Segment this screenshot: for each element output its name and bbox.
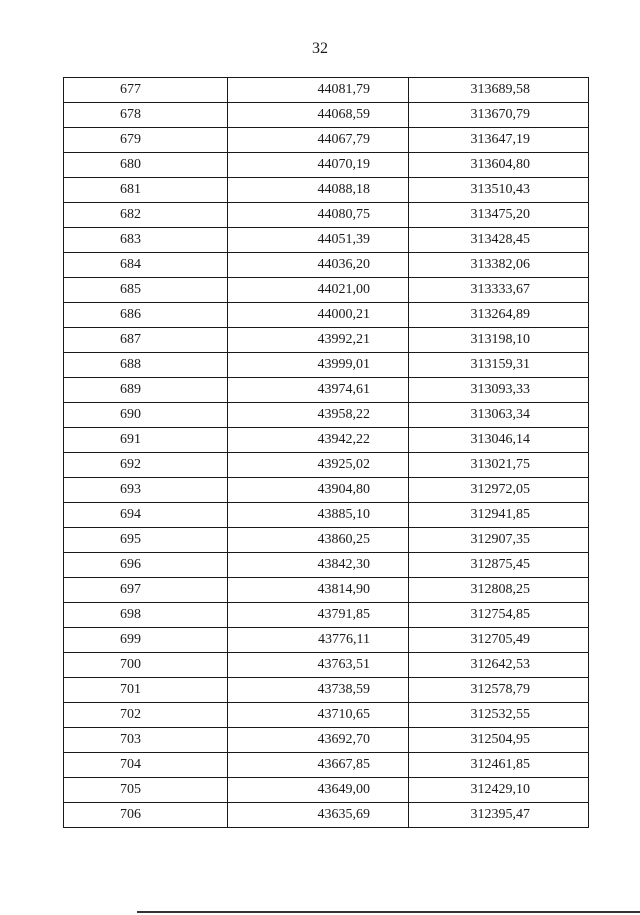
table-row <box>64 603 589 628</box>
x-coordinate-cell: 44088,18 <box>228 178 409 203</box>
x-coordinate-cell: 43710,65 <box>228 703 409 728</box>
x-coordinate-cell: 43776,11 <box>228 628 409 653</box>
x-coordinate-cell: 43958,22 <box>228 403 409 428</box>
y-coordinate-cell: 312578,79 <box>409 678 589 703</box>
point-number-cell: 693 <box>64 478 228 503</box>
x-coordinate-cell: 44080,75 <box>228 203 409 228</box>
y-coordinate-cell: 313670,79 <box>409 103 589 128</box>
y-coordinate-cell: 313063,34 <box>409 403 589 428</box>
point-number-cell: 705 <box>64 778 228 803</box>
x-coordinate-cell: 44036,20 <box>228 253 409 278</box>
y-coordinate-cell: 312808,25 <box>409 578 589 603</box>
table-row <box>64 728 589 753</box>
y-coordinate-cell: 313604,80 <box>409 153 589 178</box>
bottom-rule <box>137 911 640 913</box>
point-number-cell: 686 <box>64 303 228 328</box>
y-coordinate-cell: 313475,20 <box>409 203 589 228</box>
y-coordinate-cell: 313046,14 <box>409 428 589 453</box>
x-coordinate-cell: 43974,61 <box>228 378 409 403</box>
table-row <box>64 278 589 303</box>
x-coordinate-cell: 44021,00 <box>228 278 409 303</box>
y-coordinate-cell: 312642,53 <box>409 653 589 678</box>
table-row <box>64 103 589 128</box>
y-coordinate-cell: 313382,06 <box>409 253 589 278</box>
table-row <box>64 778 589 803</box>
x-coordinate-cell: 44081,79 <box>228 78 409 103</box>
table-row <box>64 428 589 453</box>
y-coordinate-cell: 312504,95 <box>409 728 589 753</box>
point-number-cell: 690 <box>64 403 228 428</box>
x-coordinate-cell: 43904,80 <box>228 478 409 503</box>
table-row <box>64 528 589 553</box>
table-row <box>64 578 589 603</box>
y-coordinate-cell: 312461,85 <box>409 753 589 778</box>
point-number-cell: 677 <box>64 78 228 103</box>
point-number-cell: 679 <box>64 128 228 153</box>
y-coordinate-cell: 313428,45 <box>409 228 589 253</box>
table-row <box>64 353 589 378</box>
point-number-cell: 703 <box>64 728 228 753</box>
point-number-cell: 685 <box>64 278 228 303</box>
point-number-cell: 698 <box>64 603 228 628</box>
point-number-cell: 699 <box>64 628 228 653</box>
x-coordinate-cell: 43791,85 <box>228 603 409 628</box>
table-row <box>64 453 589 478</box>
y-coordinate-cell: 312972,05 <box>409 478 589 503</box>
x-coordinate-cell: 44070,19 <box>228 153 409 178</box>
table-row <box>64 253 589 278</box>
y-coordinate-cell: 313647,19 <box>409 128 589 153</box>
point-number-cell: 706 <box>64 803 228 828</box>
y-coordinate-cell: 313510,43 <box>409 178 589 203</box>
table-row <box>64 553 589 578</box>
table-row <box>64 403 589 428</box>
table-row <box>64 78 589 103</box>
y-coordinate-cell: 312705,49 <box>409 628 589 653</box>
x-coordinate-cell: 43925,02 <box>228 453 409 478</box>
x-coordinate-cell: 43942,22 <box>228 428 409 453</box>
x-coordinate-cell: 43667,85 <box>228 753 409 778</box>
y-coordinate-cell: 313198,10 <box>409 328 589 353</box>
x-coordinate-cell: 43860,25 <box>228 528 409 553</box>
table-row <box>64 803 589 828</box>
point-number-cell: 687 <box>64 328 228 353</box>
x-coordinate-cell: 43814,90 <box>228 578 409 603</box>
table-row <box>64 753 589 778</box>
x-coordinate-cell: 44051,39 <box>228 228 409 253</box>
point-number-cell: 681 <box>64 178 228 203</box>
y-coordinate-cell: 312907,35 <box>409 528 589 553</box>
point-number-cell: 691 <box>64 428 228 453</box>
y-coordinate-cell: 313093,33 <box>409 378 589 403</box>
table-row <box>64 653 589 678</box>
table-row <box>64 228 589 253</box>
point-number-cell: 695 <box>64 528 228 553</box>
y-coordinate-cell: 312941,85 <box>409 503 589 528</box>
table-row <box>64 128 589 153</box>
coordinates-table <box>63 77 589 828</box>
point-number-cell: 700 <box>64 653 228 678</box>
table-row <box>64 303 589 328</box>
y-coordinate-cell: 313159,31 <box>409 353 589 378</box>
x-coordinate-cell: 43738,59 <box>228 678 409 703</box>
point-number-cell: 678 <box>64 103 228 128</box>
x-coordinate-cell: 43999,01 <box>228 353 409 378</box>
y-coordinate-cell: 313021,75 <box>409 453 589 478</box>
table-row <box>64 328 589 353</box>
point-number-cell: 692 <box>64 453 228 478</box>
coordinates-table-body <box>64 78 589 828</box>
point-number-cell: 704 <box>64 753 228 778</box>
y-coordinate-cell: 312754,85 <box>409 603 589 628</box>
page-number: 32 <box>312 40 328 57</box>
y-coordinate-cell: 312395,47 <box>409 803 589 828</box>
table-row <box>64 153 589 178</box>
table-row <box>64 378 589 403</box>
table-row <box>64 678 589 703</box>
x-coordinate-cell: 44068,59 <box>228 103 409 128</box>
x-coordinate-cell: 43992,21 <box>228 328 409 353</box>
point-number-cell: 697 <box>64 578 228 603</box>
point-number-cell: 682 <box>64 203 228 228</box>
x-coordinate-cell: 43885,10 <box>228 503 409 528</box>
table-row <box>64 478 589 503</box>
x-coordinate-cell: 44000,21 <box>228 303 409 328</box>
table-row <box>64 503 589 528</box>
point-number-cell: 688 <box>64 353 228 378</box>
table-row <box>64 178 589 203</box>
point-number-cell: 696 <box>64 553 228 578</box>
table-row <box>64 203 589 228</box>
x-coordinate-cell: 43649,00 <box>228 778 409 803</box>
point-number-cell: 702 <box>64 703 228 728</box>
table-row <box>64 628 589 653</box>
table-row <box>64 703 589 728</box>
y-coordinate-cell: 312532,55 <box>409 703 589 728</box>
y-coordinate-cell: 313264,89 <box>409 303 589 328</box>
x-coordinate-cell: 44067,79 <box>228 128 409 153</box>
point-number-cell: 701 <box>64 678 228 703</box>
x-coordinate-cell: 43692,70 <box>228 728 409 753</box>
y-coordinate-cell: 313333,67 <box>409 278 589 303</box>
point-number-cell: 683 <box>64 228 228 253</box>
y-coordinate-cell: 312875,45 <box>409 553 589 578</box>
x-coordinate-cell: 43763,51 <box>228 653 409 678</box>
y-coordinate-cell: 312429,10 <box>409 778 589 803</box>
x-coordinate-cell: 43635,69 <box>228 803 409 828</box>
x-coordinate-cell: 43842,30 <box>228 553 409 578</box>
point-number-cell: 684 <box>64 253 228 278</box>
y-coordinate-cell: 313689,58 <box>409 78 589 103</box>
point-number-cell: 680 <box>64 153 228 178</box>
point-number-cell: 689 <box>64 378 228 403</box>
point-number-cell: 694 <box>64 503 228 528</box>
